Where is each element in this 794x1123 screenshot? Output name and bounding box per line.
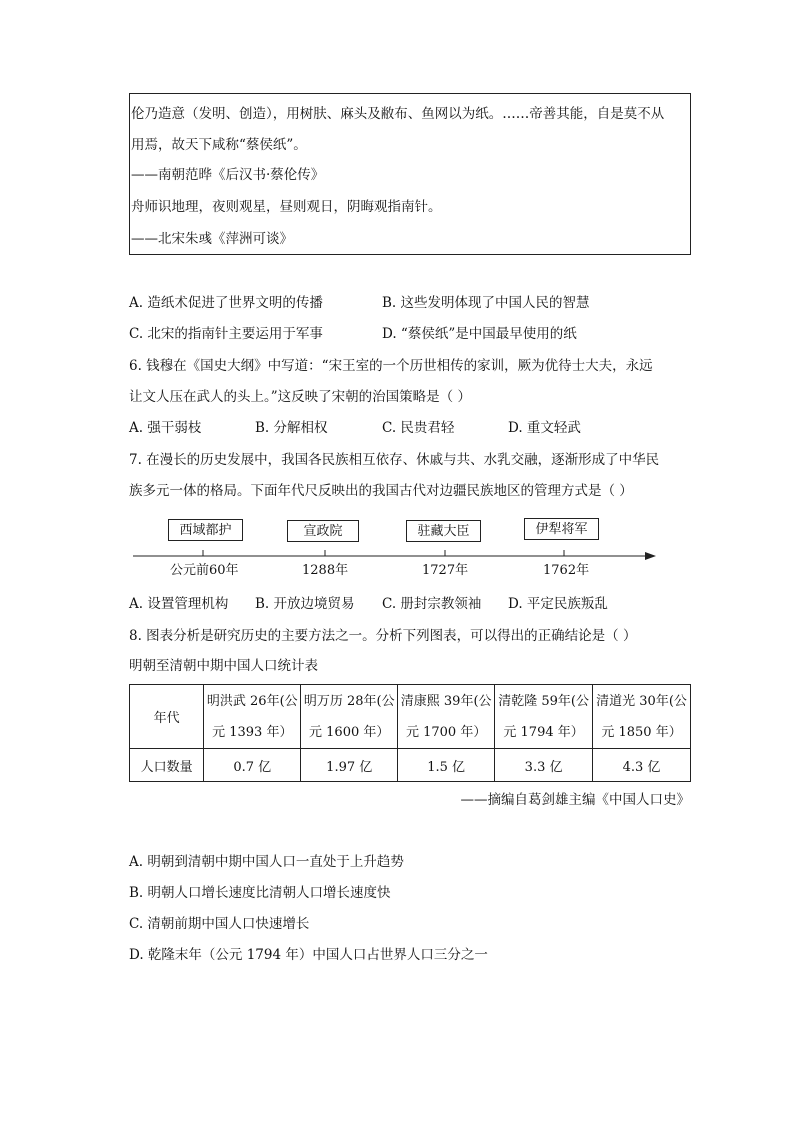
table-cell: 1.5 亿 [398, 749, 495, 782]
option-b: B. 分解相权 [255, 420, 328, 436]
question-text: 8. 图表分析是研究历史的主要方法之一。分析下列图表，可以得出的正确结论是（ ） [129, 628, 637, 644]
option-d: D. “蔡侯纸”是中国最早使用的纸 [382, 326, 577, 342]
timeline-year: 公元前60年 [170, 563, 239, 578]
question-text: 7. 在漫长的历史发展中，我国各民族相互依存、休戚与共、水乳交融，逐渐形成了中华民 [129, 452, 660, 468]
option-b: B. 这些发明体现了中国人民的智慧 [382, 295, 590, 311]
table-cell: 明万历 28年(公 元 1600 年） [301, 685, 398, 749]
timeline-label: 西域都护 [168, 519, 243, 541]
option-a: A. 设置管理机构 [129, 596, 229, 612]
timeline-label: 宣政院 [287, 520, 359, 542]
option-a: A. 造纸术促进了世界文明的传播 [129, 295, 323, 311]
quote-line: 伦乃造意（发明、创造），用树肤、麻头及敝布、鱼网以为纸。……帝善其能，自是莫不从 [131, 106, 665, 122]
table-title: 明朝至清朝中期中国人口统计表 [129, 658, 318, 674]
table-source: ——摘编自葛剑雄主编《中国人口史》 [460, 792, 690, 808]
table-row-header: 年代 [130, 685, 204, 749]
option-b: B. 明朝人口增长速度比清朝人口增长速度快 [129, 885, 391, 901]
table-cell: 1.97 亿 [301, 749, 398, 782]
timeline-label: 驻藏大臣 [406, 520, 481, 542]
table-cell: 清康熙 39年(公 元 1700 年） [398, 685, 495, 749]
timeline-year: 1762年 [543, 563, 590, 578]
quote-source: ——北宋朱彧《萍洲可谈》 [131, 231, 293, 247]
question-text: 让文人压在武人的头上。”这反映了宋朝的治国策略是（ ） [129, 389, 471, 405]
table-cell: 0.7 亿 [204, 749, 301, 782]
timeline-label: 伊犁将军 [524, 518, 599, 540]
table-row-header: 人口数量 [130, 749, 204, 782]
option-d: D. 重文轻武 [508, 420, 581, 436]
table-row [130, 749, 691, 782]
quote-source: ——南朝范晔《后汉书·蔡伦传》 [131, 167, 325, 183]
question-text: 族多元一体的格局。下面年代尺反映出的我国古代对边疆民族地区的管理方式是（ ） [129, 483, 633, 499]
table-cell: 明洪武 26年(公 元 1393 年） [204, 685, 301, 749]
option-c: C. 清朝前期中国人口快速增长 [129, 916, 310, 932]
table-cell: 清道光 30年(公 元 1850 年） [593, 685, 691, 749]
timeline-year: 1727年 [422, 563, 469, 578]
quote-line: 舟师识地理，夜则观星，昼则观日，阴晦观指南针。 [131, 199, 442, 215]
quote-line: 用焉，故天下咸称“蔡侯纸”。 [131, 137, 307, 153]
option-b: B. 开放边境贸易 [255, 596, 355, 612]
option-d: D. 乾隆末年（公元 1794 年）中国人口占世界人口三分之一 [129, 947, 488, 963]
population-table [129, 684, 691, 782]
table-cell: 4.3 亿 [593, 749, 691, 782]
table-cell: 3.3 亿 [495, 749, 593, 782]
table-cell: 清乾隆 59年(公 元 1794 年） [495, 685, 593, 749]
option-c: C. 民贵君轻 [382, 420, 455, 436]
option-a: A. 明朝到清朝中期中国人口一直处于上升趋势 [129, 854, 404, 870]
timeline-year: 1288年 [302, 563, 349, 578]
table-row [130, 685, 691, 749]
option-d: D. 平定民族叛乱 [508, 596, 608, 612]
option-c: C. 册封宗教领袖 [382, 596, 482, 612]
option-c: C. 北宋的指南针主要运用于军事 [129, 326, 323, 342]
option-a: A. 强干弱枝 [129, 420, 202, 436]
question-text: 6. 钱穆在《国史大纲》中写道：“宋王室的一个历世相传的家训，厥为优待士大夫，永远 [129, 358, 653, 374]
